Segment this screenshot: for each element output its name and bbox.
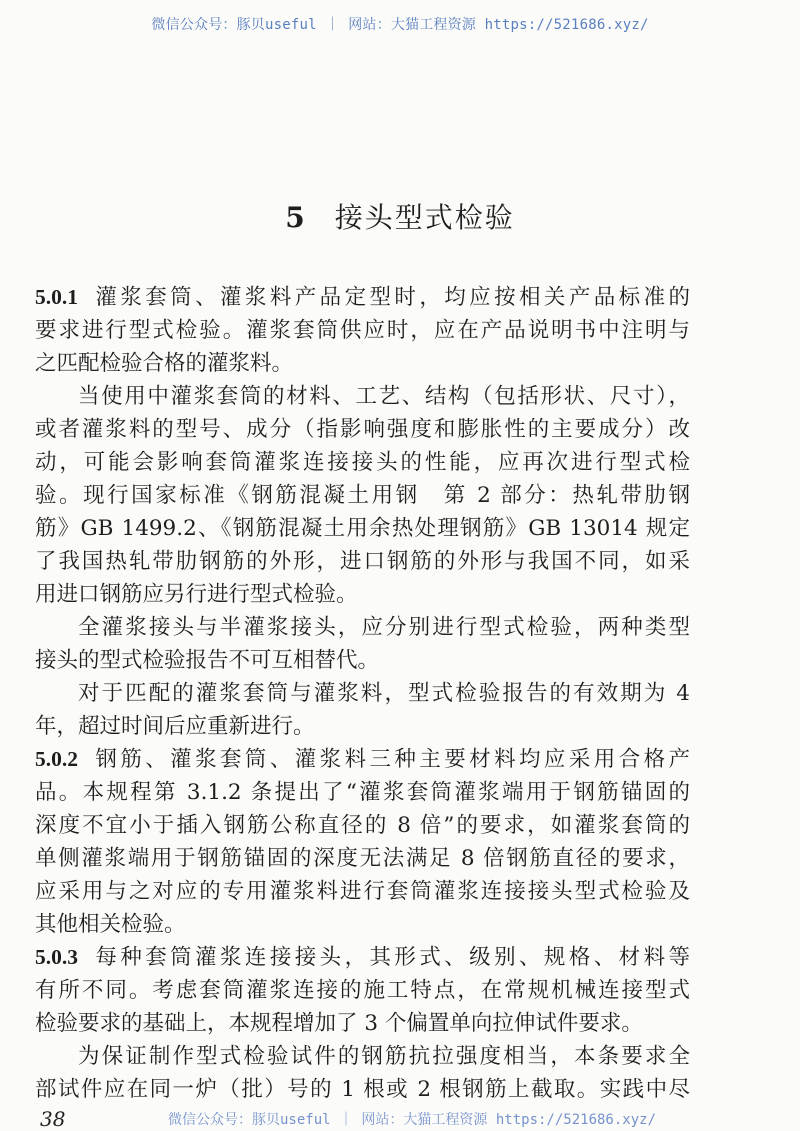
line-text: 当使用中灌浆套筒的材料、工艺、结构（包括形状、尺寸）， [78,384,690,409]
text-line [35,842,690,875]
line-text: 其他相关检验。 [35,912,186,937]
line-text: 灌浆套筒、灌浆料产品定型时，均应按相关产品标准的 [92,285,690,310]
line-text: 钢筋、灌浆套筒、灌浆料三种主要材料均应采用合格产 [92,747,690,772]
text-line [35,1073,690,1106]
text-line [35,644,690,677]
line-text: 之匹配检验合格的灌浆料。 [35,351,294,376]
page-number: 38 [40,1107,66,1131]
text-line [35,578,690,611]
text-line [35,1040,690,1073]
clause-line [35,941,690,974]
text-line [35,677,690,710]
watermark-top: 微信公众号：豚贝useful ｜ 网站：大猫工程资源 https://521686.xyz/ [151,17,649,33]
line-text: 单侧灌浆端用于钢筋锚固的深度无法满足 8 倍钢筋直径的要求， [35,846,690,871]
line-text: 年，超过时间后应重新进行。 [35,714,315,739]
text-line [35,974,690,1007]
line-text: 全灌浆接头与半灌浆接头，应分别进行型式检验，两种类型 [78,615,690,640]
clause-number: 5.0.1 [35,285,78,309]
text-line [35,710,690,743]
line-text: 深度不宜小于插入钢筋公称直径的 8 倍”的要求，如灌浆套筒的 [35,813,690,838]
text-line [35,347,690,380]
text-line [35,809,690,842]
line-text: 用进口钢筋应另行进行型式检验。 [35,582,358,607]
line-text: 检验要求的基础上，本规程增加了 3 个偏置单向拉伸试件要求。 [35,1011,643,1036]
text-line [35,545,690,578]
text-line [35,314,690,347]
line-text: 每种套筒灌浆连接接头，其形式、级别、规格、材料等 [92,945,690,970]
text-line [35,611,690,644]
text-line [35,908,690,941]
text-line [35,1007,690,1040]
line-text: 要求进行型式检验。灌浆套筒供应时，应在产品说明书中注明与 [35,318,690,343]
clause-line [35,743,690,776]
text-line [35,380,690,413]
line-text: 对于匹配的灌浆套筒与灌浆料，型式检验报告的有效期为 4 [78,681,690,706]
clause-number: 5.0.2 [35,747,78,771]
text-line [35,413,690,446]
text-line [35,776,690,809]
text-line [35,446,690,479]
text-line [35,512,690,545]
line-text: 或者灌浆料的型号、成分（指影响强度和膨胀性的主要成分）改 [35,417,690,442]
text-line [35,479,690,512]
watermark-bottom: 微信公众号：豚贝useful ｜ 网站：大猫工程资源 https://521686.xyz/ [168,1112,657,1128]
line-text: 验。现行国家标准《钢筋混凝土用钢 第 2 部分：热轧带肋钢 [35,483,690,508]
line-text: 品。本规程第 3.1.2 条提出了“灌浆套筒灌浆端用于钢筋锚固的 [35,780,690,805]
line-text: 应采用与之对应的专用灌浆料进行套筒灌浆连接接头型式检验及 [35,879,690,904]
line-text: 接头的型式检验报告不可互相替代。 [35,648,380,673]
document-body [35,281,690,1106]
line-text: 有所不同。考虑套筒灌浆连接的施工特点，在常规机械连接型式 [35,978,690,1003]
line-text: 部试件应在同一炉（批）号的 1 根或 2 根钢筋上截取。实践中尽 [35,1077,690,1102]
chapter-title [0,196,800,236]
line-text: 筋》GB 1499.2、《钢筋混凝土用余热处理钢筋》GB 13014 规定 [35,516,690,541]
chapter-number: 5 [285,201,307,234]
clause-line [35,281,690,314]
line-text: 了我国热轧带肋钢筋的外形，进口钢筋的外形与我国不同，如采 [35,549,690,574]
line-text: 动，可能会影响套筒灌浆连接接头的性能，应再次进行型式检 [35,450,690,475]
text-line [35,875,690,908]
clause-number: 5.0.3 [35,945,78,969]
line-text: 为保证制作型式检验试件的钢筋抗拉强度相当，本条要求全 [78,1044,690,1069]
chapter-title-text: 接头型式检验 [334,201,515,234]
